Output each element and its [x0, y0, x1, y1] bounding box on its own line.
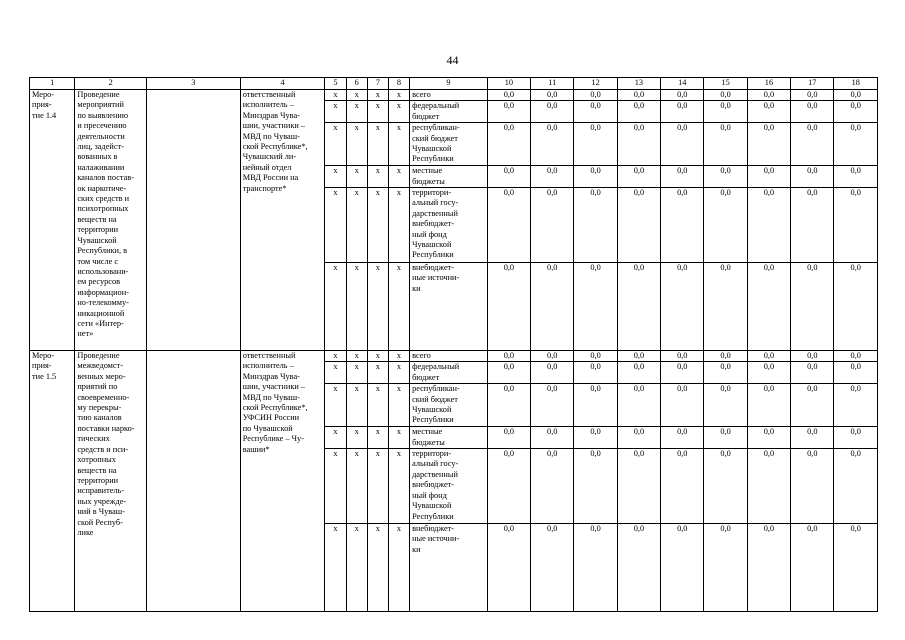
amount-cell: 0,0	[661, 362, 704, 384]
funding-source: республикан- ский бюджет Чувашской Республики	[410, 384, 488, 427]
amount-cell: 0,0	[791, 449, 834, 524]
amount-cell: 0,0	[574, 263, 617, 351]
funding-source: федеральный бюджет	[410, 362, 488, 384]
code-cell: х	[346, 123, 367, 166]
amount-cell: 0,0	[617, 188, 660, 263]
funding-source: республикан- ский бюджет Чувашской Республики	[410, 123, 488, 166]
code-cell: х	[346, 166, 367, 188]
amount-cell: 0,0	[704, 166, 747, 188]
amount-cell: 0,0	[487, 90, 530, 101]
amount-cell: 0,0	[661, 263, 704, 351]
amount-cell: 0,0	[487, 524, 530, 612]
amount-cell: 0,0	[661, 384, 704, 427]
amount-cell: 0,0	[834, 362, 878, 384]
funding-source: всего	[410, 351, 488, 362]
column-number: 16	[747, 78, 790, 90]
amount-cell: 0,0	[617, 524, 660, 612]
code-cell: х	[367, 427, 388, 449]
amount-cell: 0,0	[791, 166, 834, 188]
code-cell: х	[325, 449, 346, 524]
empty-cell	[146, 90, 240, 351]
amount-cell: 0,0	[531, 427, 574, 449]
amount-cell: 0,0	[834, 449, 878, 524]
amount-cell: 0,0	[487, 263, 530, 351]
code-cell: х	[346, 351, 367, 362]
event-id: Меро- прия- тие 1.4	[30, 90, 75, 351]
amount-cell: 0,0	[574, 427, 617, 449]
amount-cell: 0,0	[747, 351, 790, 362]
program-table	[29, 77, 878, 612]
amount-cell: 0,0	[791, 427, 834, 449]
amount-cell: 0,0	[574, 351, 617, 362]
code-cell: х	[325, 123, 346, 166]
code-cell: х	[325, 263, 346, 351]
code-cell: х	[325, 188, 346, 263]
column-number: 17	[791, 78, 834, 90]
column-number: 10	[487, 78, 530, 90]
amount-cell: 0,0	[531, 101, 574, 123]
amount-cell: 0,0	[661, 90, 704, 101]
amount-cell: 0,0	[531, 449, 574, 524]
amount-cell: 0,0	[574, 362, 617, 384]
amount-cell: 0,0	[747, 188, 790, 263]
amount-cell: 0,0	[834, 123, 878, 166]
amount-cell: 0,0	[617, 427, 660, 449]
amount-cell: 0,0	[834, 524, 878, 612]
amount-cell: 0,0	[531, 90, 574, 101]
amount-cell: 0,0	[747, 384, 790, 427]
amount-cell: 0,0	[574, 449, 617, 524]
column-number: 5	[325, 78, 346, 90]
code-cell: х	[388, 123, 409, 166]
amount-cell: 0,0	[661, 188, 704, 263]
amount-cell: 0,0	[531, 524, 574, 612]
funding-source: всего	[410, 90, 488, 101]
amount-cell: 0,0	[531, 263, 574, 351]
amount-cell: 0,0	[617, 123, 660, 166]
column-number: 8	[388, 78, 409, 90]
code-cell: х	[388, 384, 409, 427]
amount-cell: 0,0	[617, 263, 660, 351]
funding-source: территори- альный госу- дарственный внебюджет- ный фонд Чувашской Республики	[410, 449, 488, 524]
code-cell: х	[325, 384, 346, 427]
code-cell: х	[367, 524, 388, 612]
amount-cell: 0,0	[704, 384, 747, 427]
amount-cell: 0,0	[747, 166, 790, 188]
code-cell: х	[346, 427, 367, 449]
code-cell: х	[346, 101, 367, 123]
event-name: Проведение мероприятий по выявлению и пресечению деятельности лиц, задейст- вованных в налаживании каналов постав- ок наркотиче- ских средств и психотропных веществ на территории Чувашской Республики, в том числе с использовани- ем ресурсов информацион- но-телекомму- никационной сети «Интер- нет»	[75, 90, 147, 351]
amount-cell: 0,0	[661, 101, 704, 123]
amount-cell: 0,0	[704, 449, 747, 524]
amount-cell: 0,0	[834, 384, 878, 427]
empty-cell	[146, 351, 240, 612]
amount-cell: 0,0	[704, 351, 747, 362]
code-cell: х	[325, 524, 346, 612]
code-cell: х	[325, 427, 346, 449]
amount-cell: 0,0	[487, 188, 530, 263]
amount-cell: 0,0	[791, 351, 834, 362]
code-cell: х	[346, 90, 367, 101]
amount-cell: 0,0	[574, 524, 617, 612]
amount-cell: 0,0	[487, 362, 530, 384]
funding-source: внебюджет- ные источни- ки	[410, 524, 488, 612]
amount-cell: 0,0	[574, 90, 617, 101]
code-cell: х	[367, 166, 388, 188]
code-cell: х	[388, 90, 409, 101]
code-cell: х	[346, 524, 367, 612]
page-number: 44	[446, 53, 459, 67]
amount-cell: 0,0	[791, 90, 834, 101]
column-number: 9	[410, 78, 488, 90]
code-cell: х	[325, 351, 346, 362]
funding-source: федеральный бюджет	[410, 101, 488, 123]
amount-cell: 0,0	[834, 101, 878, 123]
funding-source: местные бюджеты	[410, 166, 488, 188]
event-name: Проведение межведомст- венных меро- приятий по своевременно- му перекры- тию каналов поставки нарко- тических средств и пси- хотропных веществ на территории исправитель- ных учрежде- ний в Чуваш- ской Респуб- лике	[75, 351, 147, 612]
amount-cell: 0,0	[791, 101, 834, 123]
code-cell: х	[367, 384, 388, 427]
column-number: 6	[346, 78, 367, 90]
amount-cell: 0,0	[747, 362, 790, 384]
column-number: 15	[704, 78, 747, 90]
amount-cell: 0,0	[617, 101, 660, 123]
amount-cell: 0,0	[487, 384, 530, 427]
amount-cell: 0,0	[487, 166, 530, 188]
amount-cell: 0,0	[531, 362, 574, 384]
amount-cell: 0,0	[661, 123, 704, 166]
amount-cell: 0,0	[747, 263, 790, 351]
code-cell: х	[367, 449, 388, 524]
amount-cell: 0,0	[704, 362, 747, 384]
amount-cell: 0,0	[487, 351, 530, 362]
amount-cell: 0,0	[747, 123, 790, 166]
column-number: 7	[367, 78, 388, 90]
column-number: 12	[574, 78, 617, 90]
amount-cell: 0,0	[704, 101, 747, 123]
column-number: 3	[146, 78, 240, 90]
column-number: 18	[834, 78, 878, 90]
column-number: 14	[661, 78, 704, 90]
amount-cell: 0,0	[704, 427, 747, 449]
amount-cell: 0,0	[661, 166, 704, 188]
amount-cell: 0,0	[617, 166, 660, 188]
column-number: 13	[617, 78, 660, 90]
amount-cell: 0,0	[791, 188, 834, 263]
code-cell: х	[346, 362, 367, 384]
amount-cell: 0,0	[704, 123, 747, 166]
amount-cell: 0,0	[574, 166, 617, 188]
code-cell: х	[367, 362, 388, 384]
amount-cell: 0,0	[791, 263, 834, 351]
funding-source: территори- альный госу- дарственный внебюджет- ный фонд Чувашской Республики	[410, 188, 488, 263]
amount-cell: 0,0	[704, 263, 747, 351]
code-cell: х	[346, 263, 367, 351]
code-cell: х	[367, 123, 388, 166]
amount-cell: 0,0	[617, 90, 660, 101]
amount-cell: 0,0	[487, 449, 530, 524]
amount-cell: 0,0	[617, 362, 660, 384]
event-id: Меро- прия- тие 1.5	[30, 351, 75, 612]
amount-cell: 0,0	[747, 449, 790, 524]
code-cell: х	[388, 263, 409, 351]
code-cell: х	[388, 351, 409, 362]
amount-cell: 0,0	[487, 427, 530, 449]
amount-cell: 0,0	[661, 427, 704, 449]
code-cell: х	[388, 188, 409, 263]
code-cell: х	[388, 101, 409, 123]
amount-cell: 0,0	[704, 524, 747, 612]
amount-cell: 0,0	[791, 123, 834, 166]
amount-cell: 0,0	[617, 449, 660, 524]
code-cell: х	[325, 101, 346, 123]
amount-cell: 0,0	[574, 123, 617, 166]
table-row	[30, 90, 878, 101]
code-cell: х	[367, 90, 388, 101]
amount-cell: 0,0	[661, 524, 704, 612]
amount-cell: 0,0	[574, 101, 617, 123]
column-number: 1	[30, 78, 75, 90]
code-cell: х	[325, 362, 346, 384]
amount-cell: 0,0	[617, 351, 660, 362]
amount-cell: 0,0	[834, 351, 878, 362]
amount-cell: 0,0	[747, 101, 790, 123]
code-cell: х	[367, 188, 388, 263]
code-cell: х	[367, 351, 388, 362]
amount-cell: 0,0	[834, 427, 878, 449]
amount-cell: 0,0	[661, 351, 704, 362]
column-number: 2	[75, 78, 147, 90]
executor: ответственный исполнитель – Минздрав Чува- шии, участники – МВД по Чуваш- ской Республике*, УФСИН России по Чувашской Республике – Чу- вашии*	[240, 351, 325, 612]
column-number: 4	[240, 78, 325, 90]
code-cell: х	[325, 90, 346, 101]
amount-cell: 0,0	[487, 123, 530, 166]
amount-cell: 0,0	[834, 188, 878, 263]
amount-cell: 0,0	[747, 524, 790, 612]
code-cell: х	[346, 384, 367, 427]
amount-cell: 0,0	[487, 101, 530, 123]
amount-cell: 0,0	[617, 384, 660, 427]
amount-cell: 0,0	[834, 166, 878, 188]
code-cell: х	[388, 524, 409, 612]
amount-cell: 0,0	[704, 188, 747, 263]
amount-cell: 0,0	[791, 384, 834, 427]
amount-cell: 0,0	[747, 90, 790, 101]
amount-cell: 0,0	[834, 263, 878, 351]
column-number: 11	[531, 78, 574, 90]
code-cell: х	[346, 188, 367, 263]
amount-cell: 0,0	[531, 166, 574, 188]
code-cell: х	[367, 101, 388, 123]
amount-cell: 0,0	[531, 123, 574, 166]
amount-cell: 0,0	[661, 449, 704, 524]
amount-cell: 0,0	[574, 384, 617, 427]
funding-source: внебюджет- ные источни- ки	[410, 263, 488, 351]
amount-cell: 0,0	[791, 524, 834, 612]
column-number-row	[30, 78, 878, 90]
amount-cell: 0,0	[531, 351, 574, 362]
amount-cell: 0,0	[791, 362, 834, 384]
code-cell: х	[346, 449, 367, 524]
amount-cell: 0,0	[834, 90, 878, 101]
code-cell: х	[388, 427, 409, 449]
code-cell: х	[388, 449, 409, 524]
amount-cell: 0,0	[531, 188, 574, 263]
table-body	[30, 78, 878, 612]
table-row	[30, 351, 878, 362]
amount-cell: 0,0	[704, 90, 747, 101]
code-cell: х	[325, 166, 346, 188]
code-cell: х	[367, 263, 388, 351]
executor: ответственный исполнитель – Минздрав Чува- шии, участники – МВД по Чуваш- ской Республике*, Чувашский ли- нейный отдел МВД России на транспорте*	[240, 90, 325, 351]
amount-cell: 0,0	[574, 188, 617, 263]
code-cell: х	[388, 362, 409, 384]
funding-source: местные бюджеты	[410, 427, 488, 449]
amount-cell: 0,0	[747, 427, 790, 449]
code-cell: х	[388, 166, 409, 188]
amount-cell: 0,0	[531, 384, 574, 427]
